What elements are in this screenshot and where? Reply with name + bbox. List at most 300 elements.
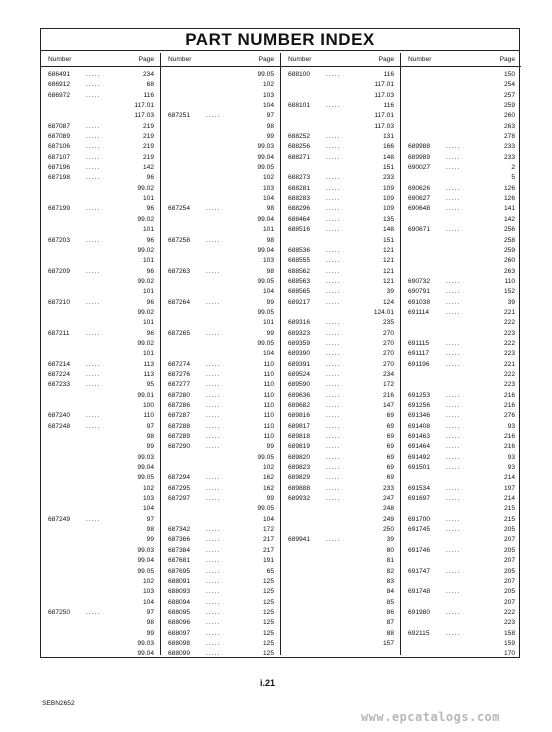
index-row [161, 370, 280, 380]
page-ref: 82 [386, 567, 394, 575]
index-row [401, 215, 521, 225]
part-number: 691700 [408, 515, 431, 523]
leader-dots: ..... [86, 153, 101, 161]
column-header [161, 53, 280, 67]
page-ref: 102 [262, 174, 274, 182]
leader-dots: ..... [326, 360, 341, 368]
index-row [161, 132, 280, 142]
index-row [401, 308, 521, 318]
index-row [401, 556, 521, 566]
page-ref: 99.01 [137, 391, 154, 399]
part-number: 687681 [168, 557, 191, 565]
page-ref: 96 [146, 174, 154, 182]
index-row [401, 256, 521, 266]
part-number: 691038 [408, 298, 431, 306]
number-header: Number [408, 56, 432, 63]
index-row [161, 318, 280, 328]
page-ref: 97 [146, 515, 154, 523]
leader-dots: ..... [86, 360, 101, 368]
index-row [161, 422, 280, 432]
page-ref: 125 [262, 650, 274, 658]
leader-dots: ..... [206, 112, 221, 120]
index-row [161, 442, 280, 452]
page-ref: 103 [142, 588, 154, 596]
leader-dots: ..... [206, 443, 221, 451]
index-row [161, 246, 280, 256]
page-ref: 39 [507, 298, 515, 306]
part-number: 687295 [168, 484, 191, 492]
index-row [281, 598, 400, 608]
page-ref: 110 [263, 381, 274, 389]
part-number: 688098 [168, 639, 191, 647]
index-row [161, 142, 280, 152]
part-number: 691697 [408, 495, 431, 503]
page-ref: 131 [382, 133, 394, 141]
page-ref: 222 [503, 339, 515, 347]
index-row [401, 287, 521, 297]
part-number: 687277 [168, 381, 191, 389]
index-rows [281, 70, 400, 649]
index-row [401, 453, 521, 463]
document-code: SEBN2652 [42, 700, 75, 707]
page-ref: 215 [503, 515, 515, 523]
page-ref: 102 [142, 484, 154, 492]
page-ref: 124 [382, 298, 394, 306]
page-ref: 221 [503, 308, 515, 316]
part-number: 687384 [168, 546, 191, 554]
page-ref: 96 [146, 236, 154, 244]
leader-dots: ..... [446, 422, 461, 430]
part-number: 691253 [408, 391, 431, 399]
page-ref: 99.05 [257, 71, 274, 78]
index-row [281, 360, 400, 370]
index-row [281, 577, 400, 587]
index-row [161, 256, 280, 266]
part-number: 688099 [168, 650, 191, 658]
part-number: 691492 [408, 453, 431, 461]
index-row [41, 432, 160, 442]
part-number: 688101 [288, 102, 311, 110]
index-row [41, 142, 160, 152]
page-ref: 158 [503, 629, 515, 637]
page-ref: 99.05 [137, 567, 154, 575]
page-ref: 162 [262, 474, 274, 482]
page-ref: 116 [383, 102, 394, 110]
part-number: 687258 [168, 236, 191, 244]
part-number: 687214 [48, 360, 71, 368]
page-ref: 259 [503, 102, 515, 110]
leader-dots: ..... [86, 329, 101, 337]
index-row [281, 422, 400, 432]
page-ref: 80 [386, 546, 394, 554]
page-ref: 205 [503, 526, 515, 534]
part-number: 688296 [288, 205, 311, 213]
part-number: 689817 [288, 422, 311, 430]
page-ref: 69 [386, 464, 394, 472]
index-row [41, 215, 160, 225]
index-row [281, 618, 400, 628]
index-row [161, 339, 280, 349]
page-header: Page [138, 56, 154, 63]
index-row [161, 391, 280, 401]
part-number: 688100 [288, 71, 311, 78]
part-number: 686912 [48, 81, 71, 89]
index-row [41, 236, 160, 246]
index-row [401, 629, 521, 639]
page-ref: 110 [263, 391, 274, 399]
part-number: 688536 [288, 246, 311, 254]
page-ref: 147 [382, 402, 394, 409]
index-row [161, 91, 280, 101]
leader-dots: ..... [206, 422, 221, 430]
index-row [41, 246, 160, 256]
leader-dots: ..... [326, 339, 341, 347]
page-ref: 99.02 [137, 215, 154, 223]
page-ref: 260 [503, 112, 515, 120]
leader-dots: ..... [326, 215, 341, 223]
index-row [281, 153, 400, 163]
index-row [281, 463, 400, 473]
index-row [41, 422, 160, 432]
index-row [401, 246, 521, 256]
part-number: 689988 [408, 143, 431, 151]
index-row [41, 556, 160, 566]
index-row [161, 267, 280, 277]
page-ref: 98 [266, 205, 274, 213]
index-row [401, 432, 521, 442]
leader-dots: ..... [86, 370, 101, 378]
leader-dots: ..... [326, 381, 341, 389]
index-row [41, 349, 160, 359]
page-ref: 99.02 [137, 184, 154, 192]
page-ref: 110 [143, 412, 154, 420]
index-row [41, 504, 160, 514]
part-number: 689217 [288, 298, 311, 306]
leader-dots: ..... [446, 298, 461, 306]
part-number: 689829 [288, 474, 311, 482]
leader-dots: ..... [326, 246, 341, 254]
page-ref: 135 [382, 215, 394, 223]
page-ref: 126 [503, 184, 515, 192]
page-ref: 109 [382, 184, 394, 192]
page-ref: 121 [382, 277, 394, 285]
page-ref: 233 [382, 484, 394, 492]
part-number: 689888 [288, 484, 311, 492]
page-ref: 116 [143, 91, 154, 99]
column-header [41, 53, 160, 67]
index-row [281, 163, 400, 173]
leader-dots: ..... [206, 526, 221, 534]
page-number: i.21 [260, 678, 276, 688]
leader-dots: ..... [206, 412, 221, 420]
page-ref: 69 [386, 474, 394, 482]
part-number: 687263 [168, 267, 191, 275]
index-row [401, 463, 521, 473]
index-row [41, 453, 160, 463]
page-ref: 99.04 [257, 246, 274, 254]
page-ref: 215 [503, 505, 515, 513]
page-ref: 214 [503, 474, 515, 482]
index-row [41, 391, 160, 401]
index-row [41, 587, 160, 597]
index-row [401, 442, 521, 452]
leader-dots: ..... [206, 484, 221, 492]
index-row [281, 80, 400, 90]
part-number: 687211 [48, 329, 70, 337]
page-ref: 162 [262, 484, 274, 492]
page-ref: 233 [503, 153, 515, 161]
index-row [161, 153, 280, 163]
leader-dots: ..... [86, 422, 101, 430]
index-row [41, 339, 160, 349]
leader-dots: ..... [86, 71, 101, 78]
page-ref: 101 [142, 257, 154, 265]
part-number: 687196 [48, 164, 71, 172]
part-number: 687254 [168, 205, 191, 213]
page-ref: 126 [503, 195, 515, 203]
index-row [401, 111, 521, 121]
page-ref: 116 [383, 71, 394, 78]
index-row [41, 598, 160, 608]
index-row [401, 204, 521, 214]
leader-dots: ..... [206, 329, 221, 337]
index-row [281, 204, 400, 214]
index-row [281, 432, 400, 442]
page-ref: 104 [262, 288, 274, 296]
page-ref: 125 [262, 639, 274, 647]
page-ref: 5 [511, 174, 515, 182]
page-ref: 260 [503, 257, 515, 265]
part-number: 691747 [408, 567, 431, 575]
index-row [281, 473, 400, 483]
part-number: 688281 [288, 184, 311, 192]
page-header: Page [258, 56, 274, 63]
part-number: 689390 [288, 350, 311, 358]
page-ref: 110 [263, 412, 274, 420]
index-row [41, 163, 160, 173]
page-ref: 259 [503, 246, 515, 254]
page-ref: 263 [503, 267, 515, 275]
page-ref: 223 [503, 350, 515, 358]
leader-dots: ..... [86, 298, 101, 306]
index-row [161, 215, 280, 225]
leader-dots: ..... [206, 588, 221, 596]
page-ref: 234 [142, 71, 154, 78]
page-ref: 223 [503, 329, 515, 337]
index-row [281, 308, 400, 318]
leader-dots: ..... [206, 567, 221, 575]
index-row [401, 401, 521, 411]
page-ref: 216 [503, 402, 515, 409]
leader-dots: ..... [326, 391, 341, 399]
part-number: 689820 [288, 453, 311, 461]
part-number: 692115 [408, 629, 430, 637]
page-ref: 103 [142, 495, 154, 503]
page-ref: 96 [146, 329, 154, 337]
index-row [41, 380, 160, 390]
leader-dots: ..... [446, 288, 461, 296]
page-ref: 99 [266, 133, 274, 141]
page-ref: 205 [503, 546, 515, 554]
index-row [161, 308, 280, 318]
leader-dots: ..... [86, 143, 101, 151]
page-ref: 99.03 [257, 143, 274, 151]
page-ref: 99 [266, 298, 274, 306]
index-row [401, 567, 521, 577]
index-row [161, 494, 280, 504]
index-row [41, 101, 160, 111]
part-number: 687250 [48, 608, 71, 616]
page-ref: 97 [266, 112, 274, 120]
part-number: 687287 [168, 412, 191, 420]
part-number: 690626 [408, 184, 431, 192]
leader-dots: ..... [206, 391, 221, 399]
index-row [41, 173, 160, 183]
part-number: 691196 [408, 360, 430, 368]
leader-dots: ..... [326, 402, 341, 409]
index-row [401, 546, 521, 556]
part-number: 687294 [168, 474, 191, 482]
index-row [41, 494, 160, 504]
watermark-text: www.epcatalogs.com [360, 710, 500, 724]
leader-dots: ..... [86, 133, 101, 141]
index-row [41, 515, 160, 525]
page-ref: 113 [143, 370, 154, 378]
part-number: 689524 [288, 370, 311, 378]
leader-dots: ..... [86, 205, 101, 213]
index-row [41, 277, 160, 287]
index-row [161, 360, 280, 370]
page-ref: 101 [142, 350, 154, 358]
index-row [401, 101, 521, 111]
index-row [161, 556, 280, 566]
page-ref: 276 [503, 412, 515, 420]
index-row [281, 194, 400, 204]
leader-dots: ..... [206, 639, 221, 647]
leader-dots: ..... [86, 174, 101, 182]
index-row [161, 618, 280, 628]
page-ref: 98 [146, 433, 154, 441]
page-ref: 99 [146, 443, 154, 451]
leader-dots: ..... [206, 205, 221, 213]
page-ref: 101 [142, 226, 154, 234]
index-row [281, 173, 400, 183]
page-ref: 125 [262, 629, 274, 637]
page-ref: 148 [382, 153, 394, 161]
index-row [161, 515, 280, 525]
page-ref: 99.05 [257, 505, 274, 513]
leader-dots: ..... [206, 557, 221, 565]
leader-dots: ..... [446, 205, 461, 213]
leader-dots: ..... [326, 205, 341, 213]
index-row [161, 380, 280, 390]
index-row [281, 504, 400, 514]
part-number: 689816 [288, 412, 311, 420]
leader-dots: ..... [86, 608, 101, 616]
page-ref: 124.01 [373, 308, 394, 316]
page-ref: 207 [503, 557, 515, 565]
page-ref: 117.01 [134, 102, 154, 110]
index-row [281, 380, 400, 390]
leader-dots: ..... [446, 629, 461, 637]
page-ref: 88 [386, 629, 394, 637]
leader-dots: ..... [326, 226, 341, 234]
index-column-3 [281, 53, 401, 655]
leader-dots: ..... [446, 308, 461, 316]
part-number: 687249 [48, 515, 71, 523]
index-row [281, 225, 400, 235]
page-ref: 104 [262, 195, 274, 203]
index-row [41, 91, 160, 101]
part-number: 686491 [48, 71, 71, 78]
page-ref: 102 [142, 577, 154, 585]
leader-dots: ..... [206, 536, 221, 544]
index-row [281, 525, 400, 535]
leader-dots: ..... [86, 236, 101, 244]
page-ref: 39 [386, 288, 394, 296]
index-row [41, 184, 160, 194]
leader-dots: ..... [326, 474, 341, 482]
part-number: 688562 [288, 267, 311, 275]
column-header [281, 53, 400, 67]
leader-dots: ..... [326, 174, 341, 182]
leader-dots: ..... [206, 495, 221, 503]
index-row [161, 70, 280, 80]
index-row [281, 629, 400, 639]
index-row [161, 194, 280, 204]
index-row [281, 608, 400, 618]
index-rows [161, 70, 280, 660]
leader-dots: ..... [446, 226, 461, 234]
leader-dots: ..... [86, 267, 101, 275]
part-number: 688565 [288, 288, 311, 296]
leader-dots: ..... [446, 153, 461, 161]
part-number: 688271 [288, 153, 311, 161]
part-number: 690627 [408, 195, 431, 203]
page-ref: 99.04 [137, 557, 154, 565]
part-number: 687240 [48, 412, 71, 420]
index-row [41, 649, 160, 659]
page-ref: 219 [142, 153, 154, 161]
leader-dots: ..... [446, 412, 461, 420]
page-ref: 99 [266, 443, 274, 451]
page-ref: 113 [143, 360, 154, 368]
index-row [281, 546, 400, 556]
part-number: 691256 [408, 402, 431, 409]
part-number: 688252 [288, 133, 311, 141]
page-ref: 110 [263, 422, 274, 430]
page-ref: 263 [503, 122, 515, 130]
leader-dots: ..... [206, 577, 221, 585]
leader-dots: ..... [326, 288, 341, 296]
page-ref: 222 [503, 319, 515, 327]
index-row [401, 194, 521, 204]
index-row [41, 535, 160, 545]
index-row [41, 287, 160, 297]
page-ref: 85 [386, 598, 394, 606]
index-row [41, 153, 160, 163]
leader-dots: ..... [446, 143, 461, 151]
page-ref: 98 [266, 236, 274, 244]
page-ref: 270 [382, 360, 394, 368]
page-ref: 98 [266, 122, 274, 130]
leader-dots: ..... [446, 567, 461, 575]
part-number: 687248 [48, 422, 71, 430]
page-ref: 96 [146, 298, 154, 306]
leader-dots: ..... [326, 133, 341, 141]
part-number: 689823 [288, 464, 311, 472]
part-number: 687106 [48, 143, 71, 151]
